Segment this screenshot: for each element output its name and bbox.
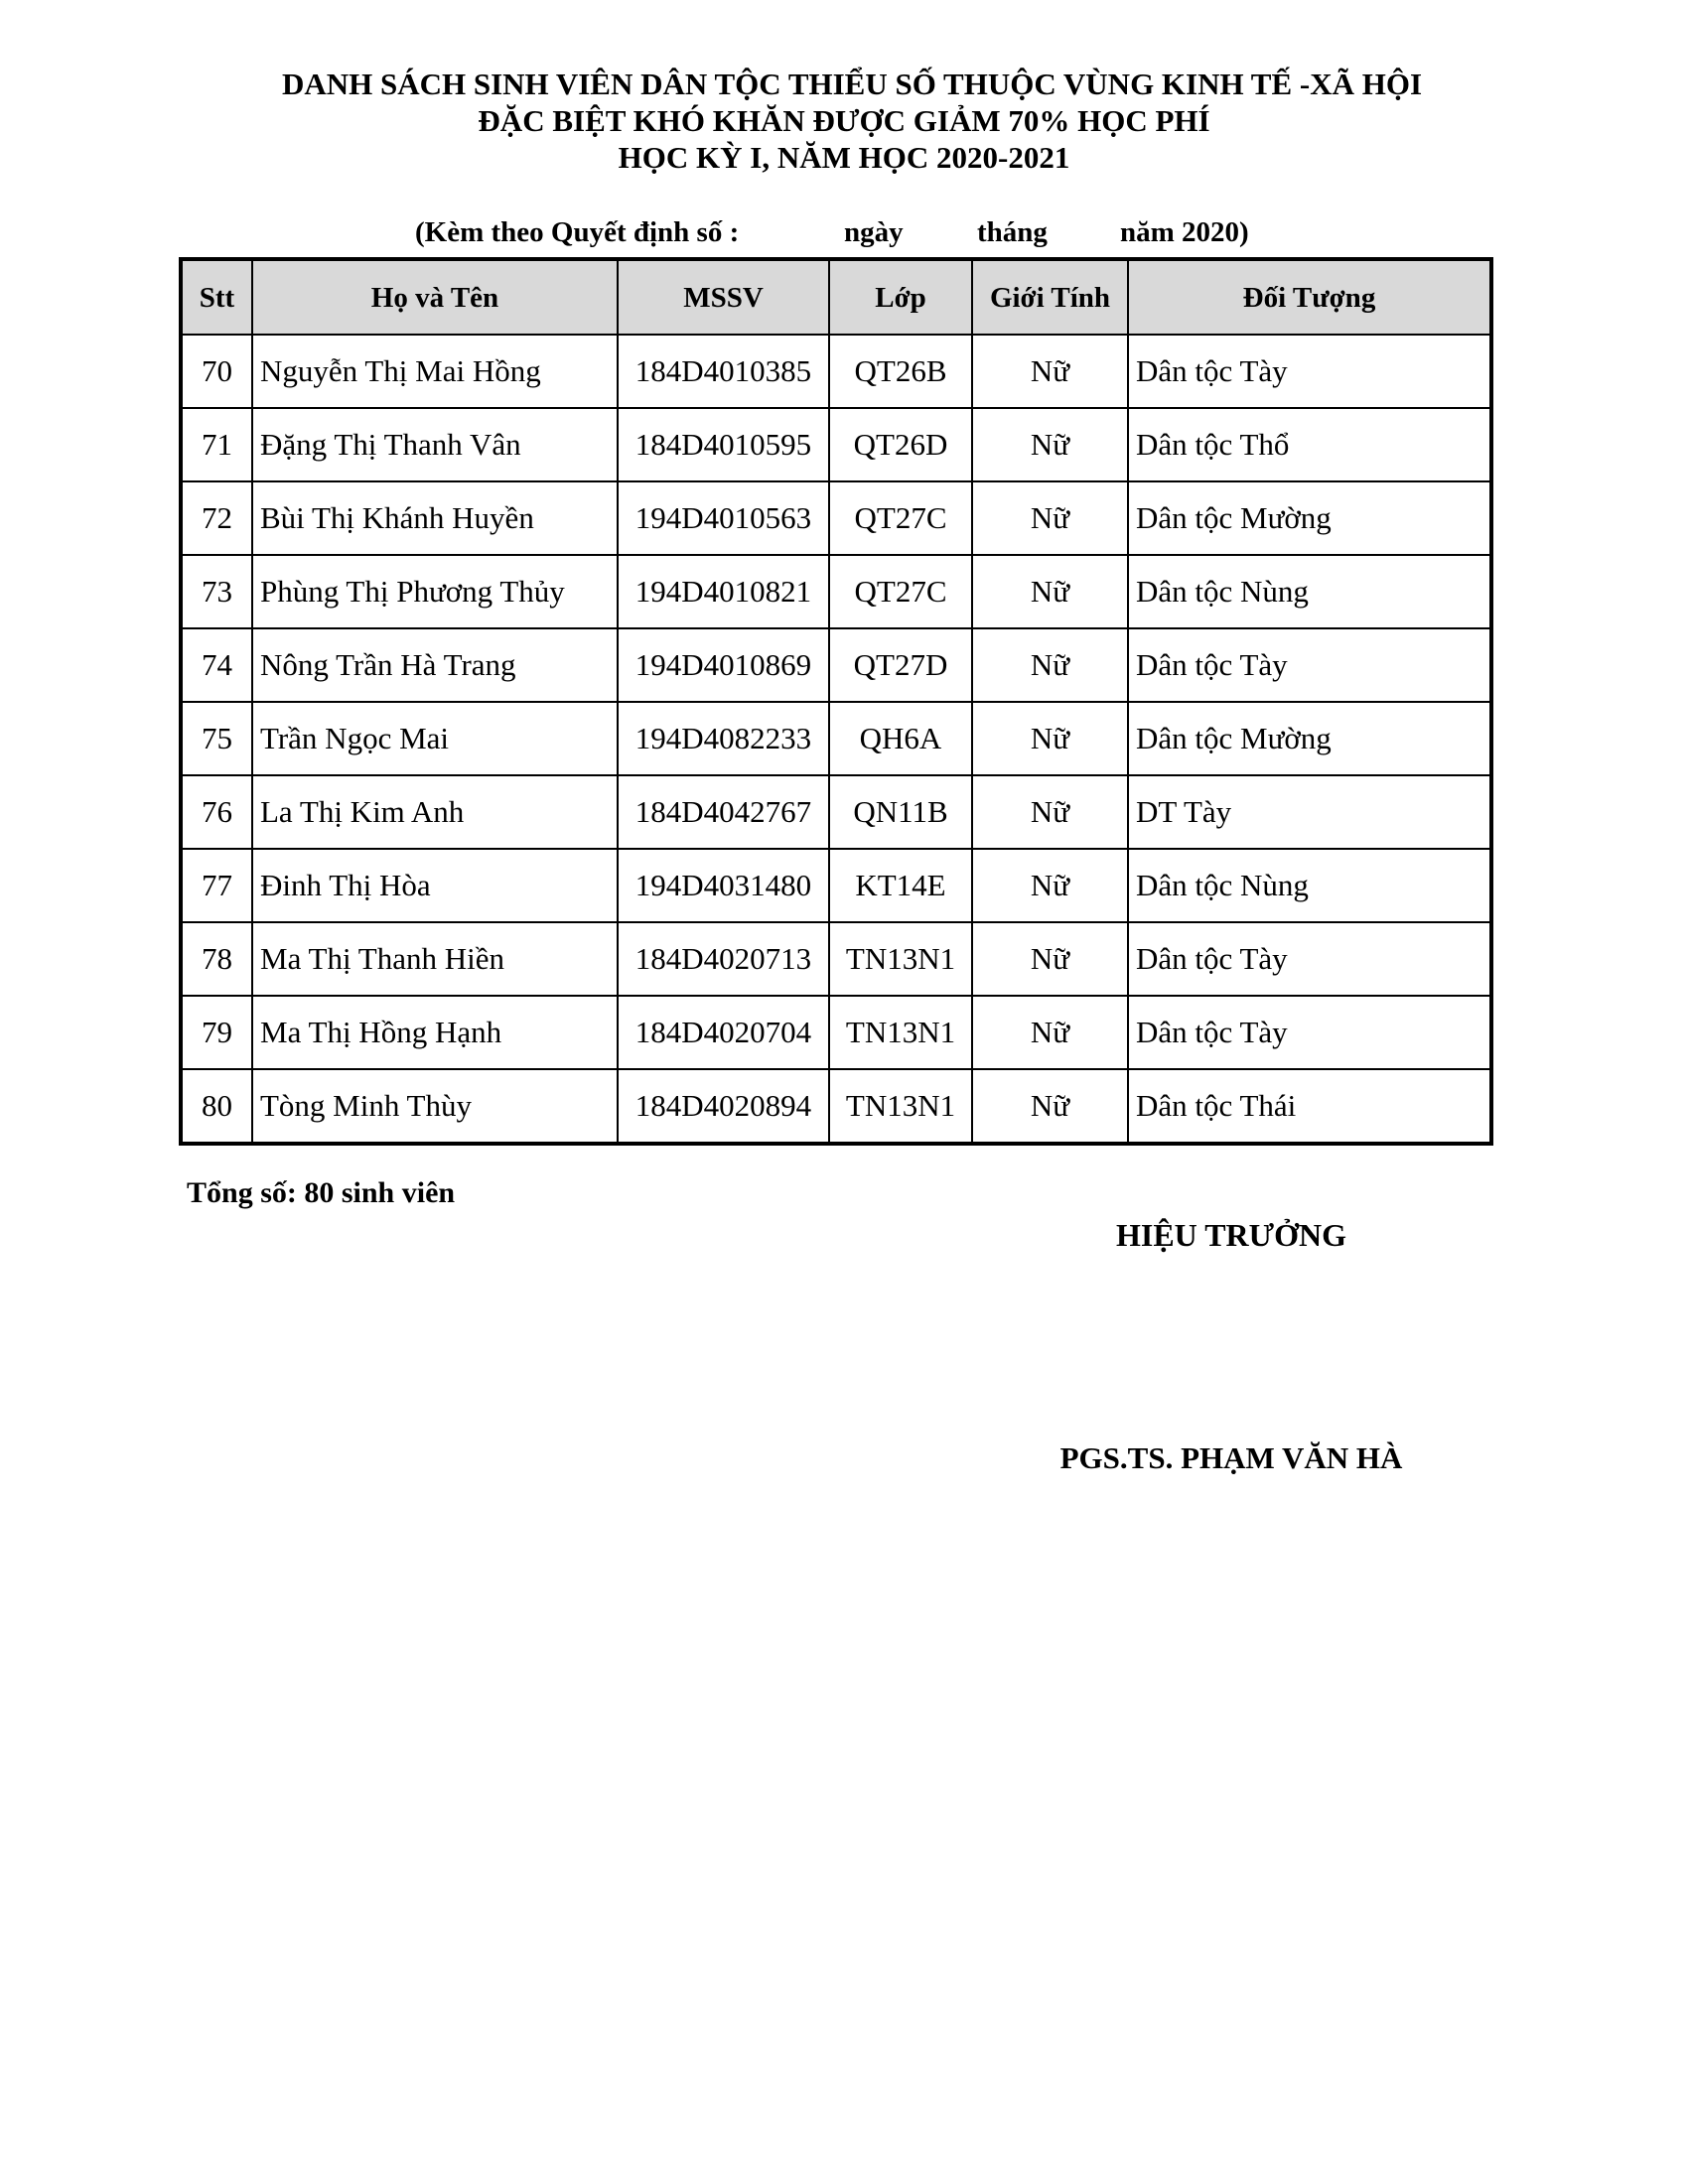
cell-gender: Nữ	[972, 1069, 1128, 1144]
cell-name: Nông Trần Hà Trang	[252, 628, 618, 702]
cell-stt: 77	[181, 849, 252, 922]
cell-stt: 80	[181, 1069, 252, 1144]
header-gender: Giới Tính	[972, 259, 1128, 335]
cell-mssv: 184D4042767	[618, 775, 829, 849]
cell-gender: Nữ	[972, 702, 1128, 775]
cell-mssv: 194D4082233	[618, 702, 829, 775]
cell-gender: Nữ	[972, 849, 1128, 922]
table-header-row	[181, 259, 1491, 335]
cell-name: Bùi Thị Khánh Huyền	[252, 481, 618, 555]
cell-stt: 78	[181, 922, 252, 996]
signer-name: PGS.TS. PHẠM VĂN HÀ	[1059, 1440, 1403, 1475]
decision-day: ngày	[844, 216, 904, 248]
cell-group: Dân tộc Mường	[1128, 481, 1491, 555]
cell-class: QT26B	[829, 335, 972, 408]
cell-group: DT Tày	[1128, 775, 1491, 849]
cell-group: Dân tộc Thái	[1128, 1069, 1491, 1144]
cell-class: TN13N1	[829, 922, 972, 996]
header-class: Lớp	[829, 259, 972, 335]
total-count: Tổng số: 80 sinh viên	[187, 1176, 456, 1209]
decision-year: năm 2020)	[1120, 216, 1249, 248]
header-stt: Stt	[181, 259, 252, 335]
cell-name: Trần Ngọc Mai	[252, 702, 618, 775]
cell-class: KT14E	[829, 849, 972, 922]
cell-gender: Nữ	[972, 481, 1128, 555]
cell-stt: 70	[181, 335, 252, 408]
cell-group: Dân tộc Tày	[1128, 996, 1491, 1069]
cell-group: Dân tộc Tày	[1128, 335, 1491, 408]
table-row	[181, 1069, 1491, 1144]
title-line-3: HỌC KỲ I, NĂM HỌC 2020-2021	[618, 140, 1070, 175]
table-row	[181, 335, 1491, 408]
cell-class: QT27D	[829, 628, 972, 702]
cell-mssv: 184D4020713	[618, 922, 829, 996]
cell-name: Ma Thị Thanh Hiền	[252, 922, 618, 996]
cell-gender: Nữ	[972, 775, 1128, 849]
cell-group: Dân tộc Nùng	[1128, 849, 1491, 922]
cell-class: QT27C	[829, 481, 972, 555]
cell-group: Dân tộc Tày	[1128, 922, 1491, 996]
cell-name: Ma Thị Hồng Hạnh	[252, 996, 618, 1069]
student-table	[179, 257, 1493, 1146]
cell-group: Dân tộc Mường	[1128, 702, 1491, 775]
cell-mssv: 194D4010563	[618, 481, 829, 555]
header-name: Họ và Tên	[252, 259, 618, 335]
table-row	[181, 702, 1491, 775]
cell-gender: Nữ	[972, 628, 1128, 702]
cell-class: QT26D	[829, 408, 972, 481]
cell-gender: Nữ	[972, 408, 1128, 481]
cell-group: Dân tộc Nùng	[1128, 555, 1491, 628]
table-row	[181, 996, 1491, 1069]
table-row	[181, 922, 1491, 996]
cell-mssv: 194D4010821	[618, 555, 829, 628]
cell-class: QH6A	[829, 702, 972, 775]
cell-gender: Nữ	[972, 555, 1128, 628]
cell-group: Dân tộc Thổ	[1128, 408, 1491, 481]
cell-stt: 76	[181, 775, 252, 849]
cell-class: QT27C	[829, 555, 972, 628]
cell-gender: Nữ	[972, 922, 1128, 996]
cell-class: QN11B	[829, 775, 972, 849]
cell-name: Đặng Thị Thanh Vân	[252, 408, 618, 481]
cell-gender: Nữ	[972, 335, 1128, 408]
cell-stt: 72	[181, 481, 252, 555]
cell-name: Phùng Thị Phương Thủy	[252, 555, 618, 628]
cell-class: TN13N1	[829, 1069, 972, 1144]
cell-mssv: 194D4010869	[618, 628, 829, 702]
cell-mssv: 184D4020704	[618, 996, 829, 1069]
table-row	[181, 408, 1491, 481]
decision-month: tháng	[977, 216, 1048, 248]
cell-stt: 74	[181, 628, 252, 702]
cell-mssv: 184D4020894	[618, 1069, 829, 1144]
cell-name: La Thị Kim Anh	[252, 775, 618, 849]
cell-class: TN13N1	[829, 996, 972, 1069]
header-mssv: MSSV	[618, 259, 829, 335]
cell-stt: 79	[181, 996, 252, 1069]
cell-stt: 71	[181, 408, 252, 481]
title-line-1: DANH SÁCH SINH VIÊN DÂN TỘC THIỂU SỐ THUỘC VÙNG KINH TẾ -XÃ HỘI	[281, 67, 1423, 101]
cell-name: Nguyễn Thị Mai Hồng	[252, 335, 618, 408]
signer-role: HIỆU TRƯỞNG	[1115, 1217, 1347, 1253]
decision-reference: (Kèm theo Quyết định số :	[415, 216, 740, 248]
table-row	[181, 849, 1491, 922]
table-row	[181, 481, 1491, 555]
cell-mssv: 194D4031480	[618, 849, 829, 922]
cell-name: Tòng Minh Thùy	[252, 1069, 618, 1144]
cell-mssv: 184D4010385	[618, 335, 829, 408]
cell-group: Dân tộc Tày	[1128, 628, 1491, 702]
cell-gender: Nữ	[972, 996, 1128, 1069]
cell-name: Đinh Thị Hòa	[252, 849, 618, 922]
cell-mssv: 184D4010595	[618, 408, 829, 481]
table-row	[181, 775, 1491, 849]
table-row	[181, 628, 1491, 702]
cell-stt: 73	[181, 555, 252, 628]
table-row	[181, 555, 1491, 628]
header-group: Đối Tượng	[1128, 259, 1491, 335]
document-title	[0, 66, 1688, 176]
title-line-2: ĐẶC BIỆT KHÓ KHĂN ĐƯỢC GIẢM 70% HỌC PHÍ	[478, 103, 1210, 138]
cell-stt: 75	[181, 702, 252, 775]
